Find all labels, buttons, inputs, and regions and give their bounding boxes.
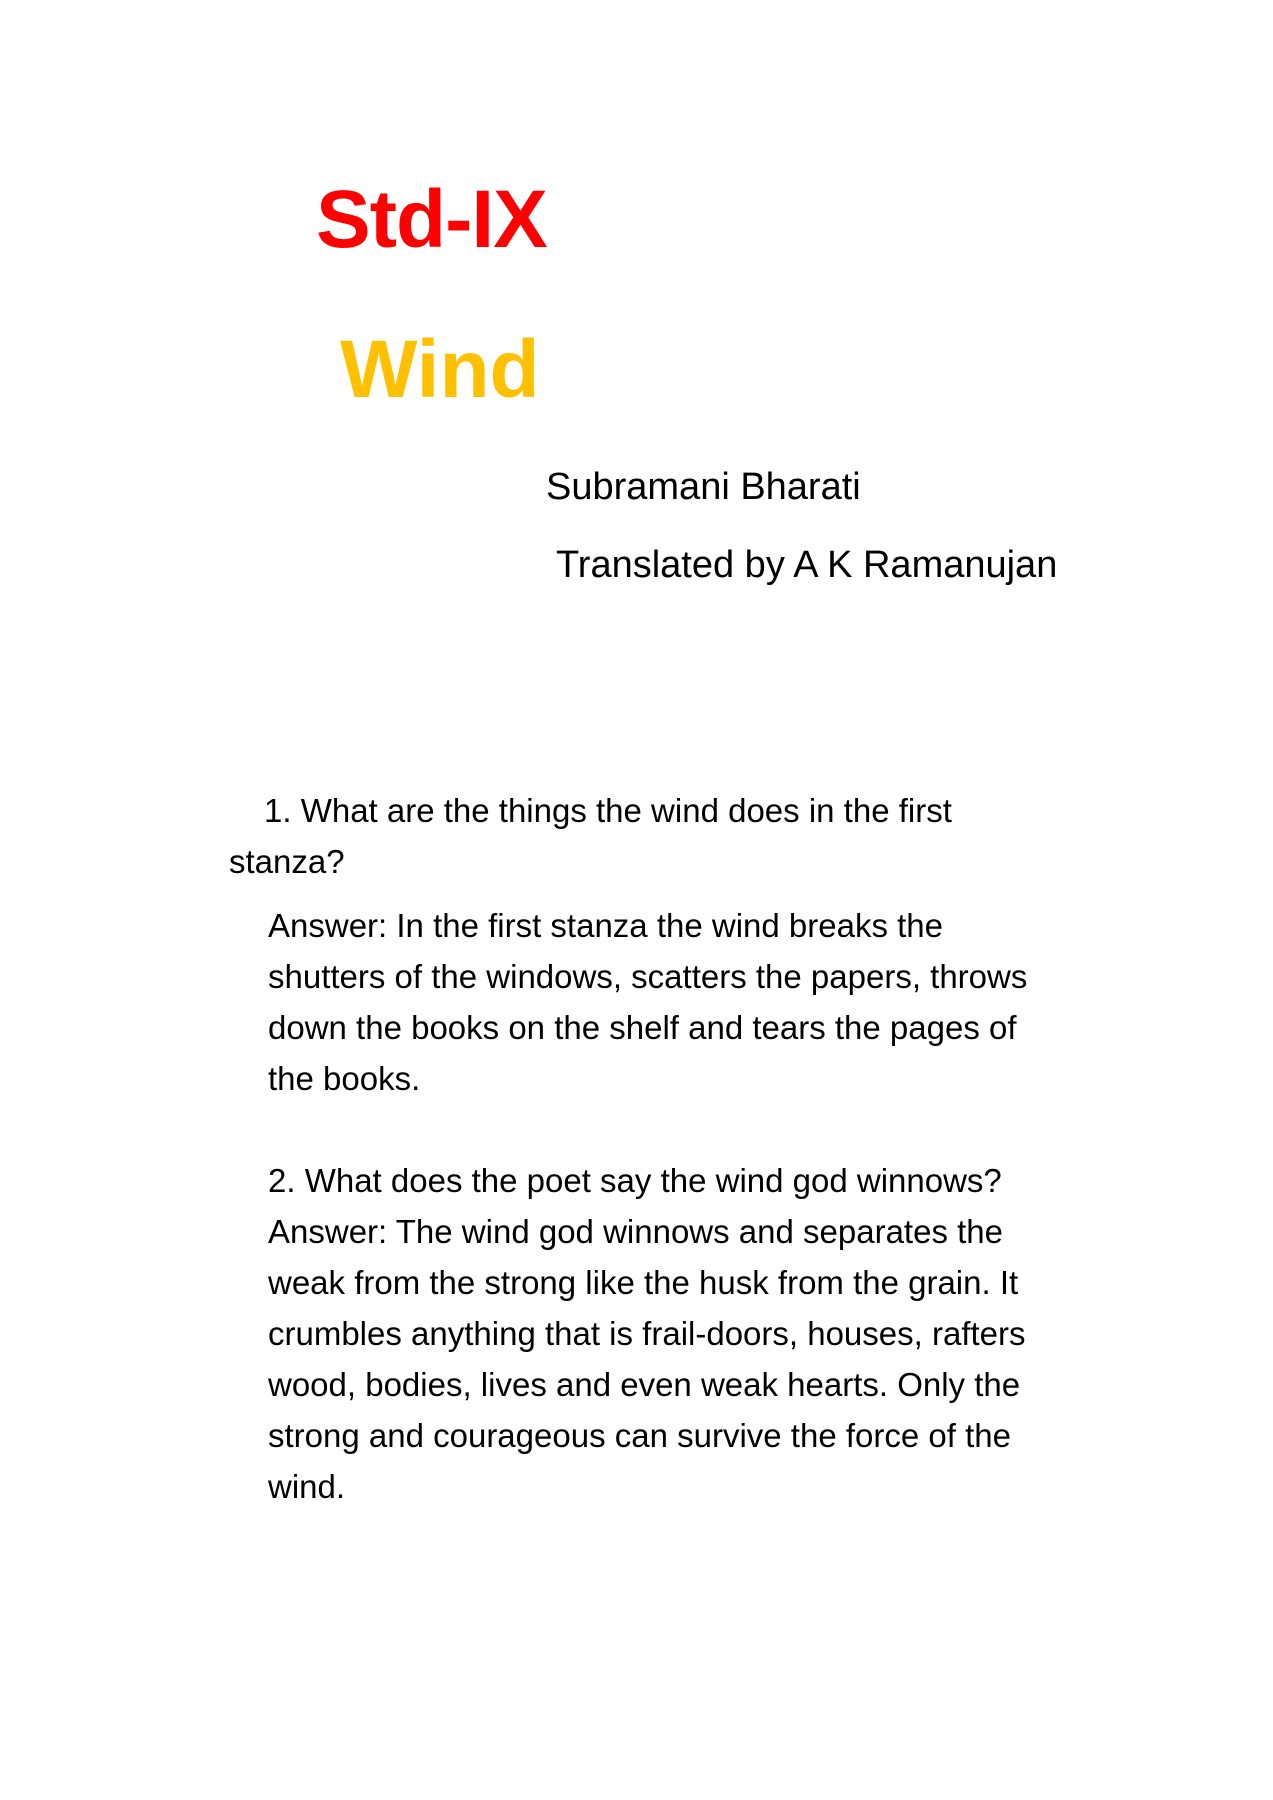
author-name: Subramani Bharati <box>546 466 861 508</box>
answer-2-line: strong and courageous can survive the force of the <box>268 1417 1011 1454</box>
translator-credit: Translated by A K Ramanujan <box>556 544 1058 586</box>
answer-2-line: weak from the strong like the husk from the grain. It <box>268 1264 1019 1301</box>
question-2-text: 2. What does the poet say the wind god winnows? <box>268 1162 1002 1199</box>
answer-2-line: wood, bodies, lives and even weak hearts. Only the <box>268 1366 1021 1403</box>
answer-1-line: shutters of the windows, scatters the papers, throws <box>268 958 1028 995</box>
answer-1 <box>268 900 1128 1104</box>
answer-1-line: Answer: In the first stanza the wind breaks the <box>268 907 944 944</box>
poem-title: Wind <box>340 324 540 415</box>
question-1-text-line-2: stanza? <box>229 843 345 880</box>
answer-1-line: down the books on the shelf and tears the pages of <box>268 1009 1017 1046</box>
answer-2-line: crumbles anything that is frail-doors, houses, rafters <box>268 1315 1026 1352</box>
question-1-text-line-1: 1. What are the things the wind does in the first <box>264 792 952 829</box>
answer-2-line: wind. <box>268 1468 346 1505</box>
class-label: Std-IX <box>316 174 547 265</box>
answer-2-line: Answer: The wind god winnows and separates the <box>268 1213 1003 1250</box>
question-2-block <box>268 1155 1128 1512</box>
answer-1-line: the books. <box>268 1060 421 1097</box>
